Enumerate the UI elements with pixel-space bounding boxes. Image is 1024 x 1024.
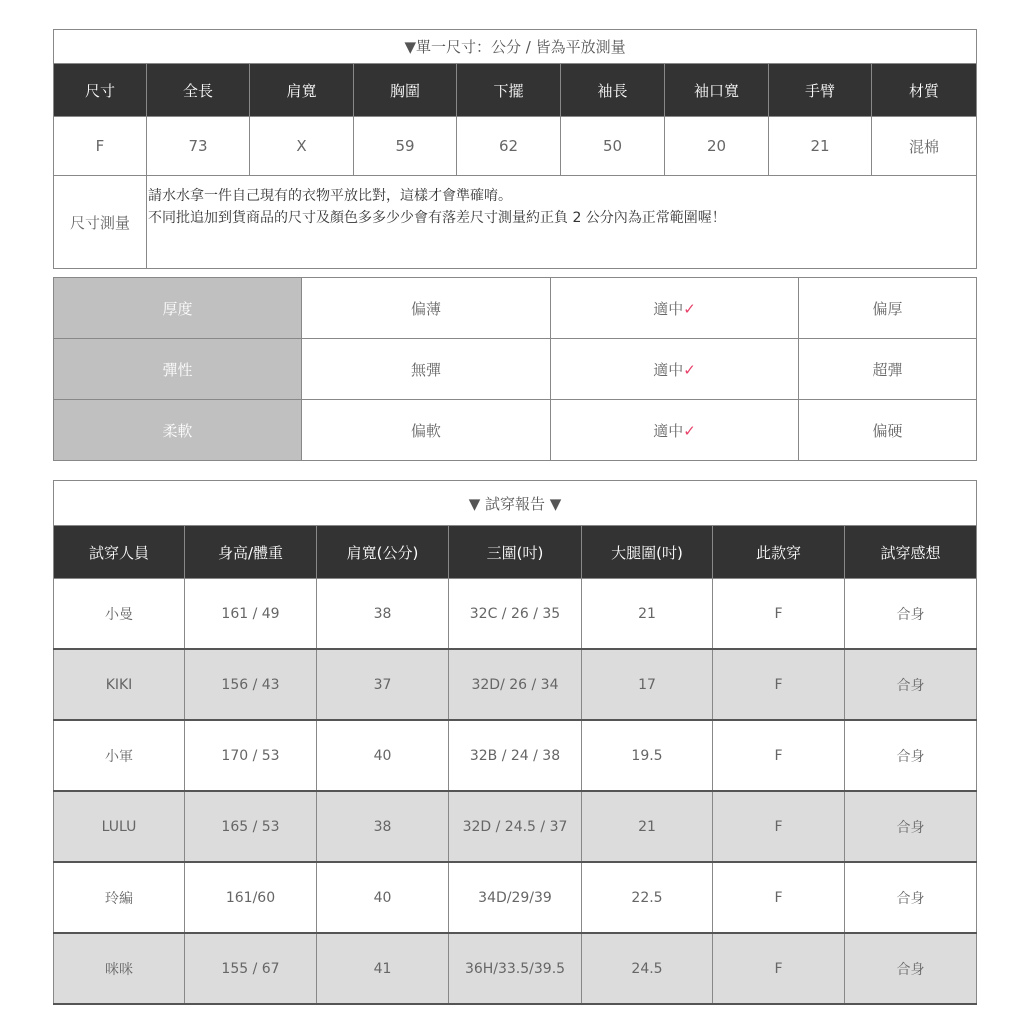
- fit-cell-size-worn: F: [713, 933, 845, 1004]
- size-note-line-2: 不同批追加到貨商品的尺寸及顏色多多少少會有落差尺寸測量約正負 2 公分內為正常範圍喔！: [148, 210, 726, 226]
- fabric-table: [53, 277, 977, 461]
- size-value-length: 73: [147, 117, 250, 176]
- fit-cell-size-worn: F: [713, 579, 845, 650]
- fit-cell-size-worn: F: [713, 791, 845, 862]
- fabric-option: 偏軟: [302, 400, 551, 461]
- size-value-size: F: [54, 117, 147, 176]
- fit-cell-size-worn: F: [713, 649, 845, 720]
- fabric-label-elasticity: 彈性: [54, 339, 302, 400]
- fabric-option: 偏厚: [799, 278, 977, 339]
- fit-header-tester: 試穿人員: [54, 526, 185, 579]
- table-row: [54, 579, 977, 650]
- size-header-shoulder: 肩寬: [250, 64, 354, 117]
- table-row: [54, 720, 977, 791]
- fit-cell-feedback: 合身: [845, 791, 977, 862]
- fit-cell-tester: 咪咪: [54, 933, 185, 1004]
- fit-cell-tester: LULU: [54, 791, 185, 862]
- size-header-arm: 手臂: [769, 64, 872, 117]
- fit-cell-shoulder: 41: [317, 933, 449, 1004]
- size-table-caption: ▼單一尺寸：公分 / 皆為平放測量: [54, 30, 977, 64]
- fit-cell-measurements: 32C / 26 / 35: [449, 579, 582, 650]
- fit-cell-shoulder: 40: [317, 720, 449, 791]
- fit-cell-feedback: 合身: [845, 579, 977, 650]
- size-note-line-1: 請水水拿一件自己現有的衣物平放比對，這樣才會準確唷。: [148, 188, 512, 204]
- fit-cell-tester: 小軍: [54, 720, 185, 791]
- table-row: [54, 791, 977, 862]
- size-value-shoulder: X: [250, 117, 354, 176]
- table-row: [54, 862, 977, 933]
- fit-cell-shoulder: 40: [317, 862, 449, 933]
- fit-cell-tester: 小曼: [54, 579, 185, 650]
- fit-cell-height-weight: 155 / 67: [185, 933, 317, 1004]
- fabric-option-text: 適中: [653, 421, 684, 440]
- fit-cell-feedback: 合身: [845, 720, 977, 791]
- fit-cell-height-weight: 156 / 43: [185, 649, 317, 720]
- fit-cell-tester: KIKI: [54, 649, 185, 720]
- fabric-row-elasticity: [54, 339, 977, 400]
- fabric-option-text: 適中: [653, 360, 684, 379]
- fit-header-size-worn: 此款穿: [713, 526, 845, 579]
- fabric-row-softness: [54, 400, 977, 461]
- size-value-sleeve-length: 50: [561, 117, 665, 176]
- size-value-arm: 21: [769, 117, 872, 176]
- fit-header-height-weight: 身高/體重: [185, 526, 317, 579]
- fabric-option-selected: [551, 400, 799, 461]
- size-header-material: 材質: [872, 64, 977, 117]
- fabric-row-thickness: [54, 278, 977, 339]
- size-header-sleeve-length: 袖長: [561, 64, 665, 117]
- fit-cell-tester: 玲編: [54, 862, 185, 933]
- fabric-option-text: 適中: [653, 299, 684, 318]
- size-header-size: 尺寸: [54, 64, 147, 117]
- fitting-report-caption: ▼ 試穿報告 ▼: [54, 481, 977, 526]
- size-value-cuff-width: 20: [665, 117, 769, 176]
- size-header-length: 全長: [147, 64, 250, 117]
- fit-header-measurements: 三圍(吋): [449, 526, 582, 579]
- fit-cell-measurements: 32D / 24.5 / 37: [449, 791, 582, 862]
- fit-cell-height-weight: 161 / 49: [185, 579, 317, 650]
- fit-cell-measurements: 32D/ 26 / 34: [449, 649, 582, 720]
- fit-cell-thigh: 17: [582, 649, 713, 720]
- fit-cell-feedback: 合身: [845, 649, 977, 720]
- fabric-option: 偏硬: [799, 400, 977, 461]
- fit-cell-height-weight: 165 / 53: [185, 791, 317, 862]
- fit-cell-size-worn: F: [713, 720, 845, 791]
- fit-cell-height-weight: 170 / 53: [185, 720, 317, 791]
- size-note-label: 尺寸測量: [54, 176, 147, 269]
- fit-header-feedback: 試穿感想: [845, 526, 977, 579]
- fit-cell-thigh: 21: [582, 579, 713, 650]
- fit-cell-measurements: 32B / 24 / 38: [449, 720, 582, 791]
- fit-header-thigh: 大腿圍(吋): [582, 526, 713, 579]
- fit-cell-thigh: 21: [582, 791, 713, 862]
- fit-cell-measurements: 34D/29/39: [449, 862, 582, 933]
- fabric-option: 超彈: [799, 339, 977, 400]
- fit-cell-measurements: 36H/33.5/39.5: [449, 933, 582, 1004]
- check-icon: ✓: [683, 299, 696, 318]
- size-header-hem: 下擺: [457, 64, 561, 117]
- fit-cell-shoulder: 38: [317, 791, 449, 862]
- check-icon: ✓: [683, 360, 696, 379]
- fit-cell-height-weight: 161/60: [185, 862, 317, 933]
- fabric-label-thickness: 厚度: [54, 278, 302, 339]
- size-value-chest: 59: [354, 117, 457, 176]
- fit-cell-thigh: 24.5: [582, 933, 713, 1004]
- fit-cell-shoulder: 38: [317, 579, 449, 650]
- fit-cell-thigh: 22.5: [582, 862, 713, 933]
- size-table: [53, 29, 977, 269]
- fitting-report-table: [53, 480, 977, 1005]
- size-header-chest: 胸圍: [354, 64, 457, 117]
- fit-cell-thigh: 19.5: [582, 720, 713, 791]
- table-row: [54, 933, 977, 1004]
- fabric-label-softness: 柔軟: [54, 400, 302, 461]
- fit-cell-shoulder: 37: [317, 649, 449, 720]
- size-header-cuff-width: 袖口寬: [665, 64, 769, 117]
- fit-cell-feedback: 合身: [845, 862, 977, 933]
- check-icon: ✓: [683, 421, 696, 440]
- size-value-material: 混棉: [872, 117, 977, 176]
- fit-header-shoulder: 肩寬(公分): [317, 526, 449, 579]
- fabric-option: 偏薄: [302, 278, 551, 339]
- table-row: [54, 649, 977, 720]
- fit-cell-size-worn: F: [713, 862, 845, 933]
- fit-cell-feedback: 合身: [845, 933, 977, 1004]
- fabric-option-selected: [551, 278, 799, 339]
- size-value-hem: 62: [457, 117, 561, 176]
- fabric-option-selected: [551, 339, 799, 400]
- fabric-option: 無彈: [302, 339, 551, 400]
- size-note: [147, 176, 977, 269]
